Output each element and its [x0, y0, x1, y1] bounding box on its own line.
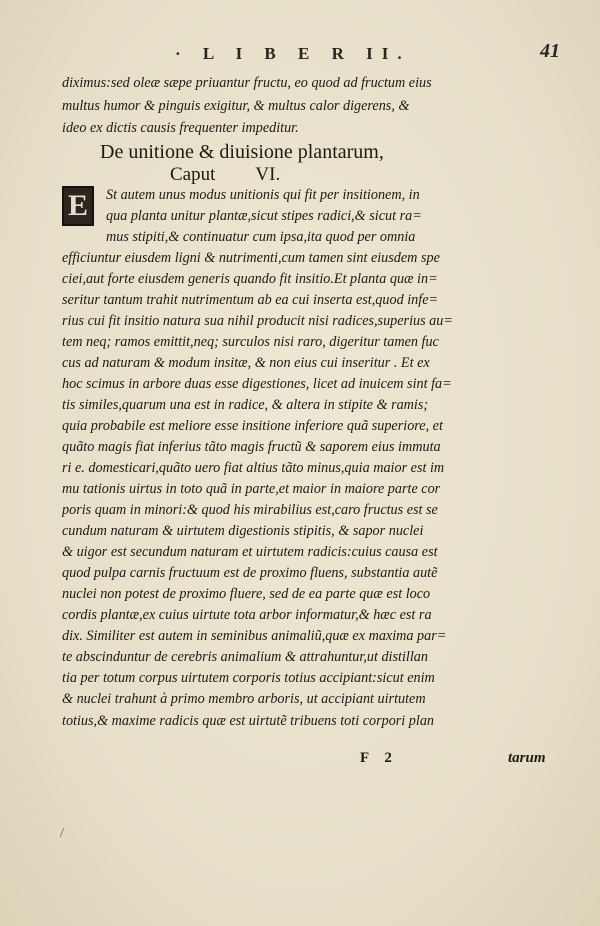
text-line: cundum naturam & uirtutem digestionis stipitis, & sapor nuclei	[62, 523, 424, 539]
text-line: & uigor est secundum naturam et uirtutem radicis:cuius causa est	[62, 544, 438, 560]
text-line: mus stipiti,& continuatur cum ipsa,ita quod per omnia	[106, 229, 416, 245]
text-line: rius cui fit insitio natura sua nihil producit nisi radices,superius au=	[62, 313, 453, 329]
stray-pen-mark: /	[60, 826, 64, 841]
text-line: tem neq; ramos emittit,neq; surculos nisi raro, digeritur tamen fuc	[62, 334, 439, 350]
text-line: nuclei non potest de proximo fluere, sed de ea parte quæ est loco	[62, 586, 431, 602]
text-line: te abscinduntur de cerebris animalium & attrahuntur,ut distillan	[62, 649, 428, 665]
text-line: multus humor & pinguis exigitur, & multus calor digerens, &	[62, 98, 410, 114]
text-line: & nuclei trahunt à primo membro arboris, ut accipiant uirtutem	[62, 691, 426, 707]
text-line: seritur tantum trahit nutrimentum ab ea cui inserta est,quod infe=	[62, 292, 439, 308]
catchword: tarum	[508, 750, 546, 766]
text-line: cordis plantæ,ex cuius uirtute tota arbor informatur,& hæc est ra	[62, 607, 432, 623]
running-title: · L I B E R II.	[175, 44, 411, 63]
text-line: efficiuntur eiusdem ligni & nutrimenti,cum tamen sint eiusdem spe	[62, 250, 440, 266]
page-header	[60, 40, 560, 74]
text-line: diximus:sed oleæ sæpe priuantur fructu, eo quod ad fructum eius	[62, 75, 432, 91]
text-line: ideo ex dictis causis frequenter impeditur.	[62, 120, 299, 136]
text-line: mu tationis uirtus in toto quã in parte,et maior in maiore parte cor	[62, 481, 441, 497]
chapter-label: Caput	[170, 164, 216, 185]
text-line: dix. Similiter est autem in seminibus animaliũ,quæ ex maxima par=	[62, 628, 447, 644]
text-line: ri e. domesticari,quãto uero fiat altius tãto minus,quia maior est im	[62, 460, 445, 476]
text-line: ciei,aut forte eiusdem generis quando fit insitio.Et planta quæ in=	[62, 271, 438, 287]
text-line: totius,& maxime radicis quæ est uirtutẽ tribuens toti corpori plan	[62, 713, 435, 729]
text-line: poris quam in minori:& quod his mirabilius est,caro fructus est se	[62, 502, 438, 518]
text-line: quod pulpa carnis fructuum est de proximo fluens, substantia autẽ	[62, 565, 438, 581]
text-line: tia per totum corpus uirtutem corporis totius accipiant:sicut enim	[62, 670, 435, 686]
text-line: qua planta unitur plantæ,sicut stipes radici,& sicut ra=	[106, 208, 422, 224]
chapter-number: VI.	[255, 164, 281, 185]
text-line: tis similes,quarum una est in radice, & altera in stipite & ramis;	[62, 397, 429, 413]
folio-number: 41	[540, 40, 560, 62]
text-line: hoc scimus in arbore duas esse digestiones, licet ad inuicem sint fa=	[62, 376, 452, 392]
text-line: quia probabile est meliore esse insitione inferiore quã superiore, et	[62, 418, 443, 434]
text-line: St autem unus modus unitionis qui fit per insitionem, in	[106, 187, 420, 203]
signature-mark: F 2	[360, 750, 398, 766]
text-line: cus ad naturam & modum insitæ, & non eius cui inseritur . Et ex	[62, 355, 430, 371]
text-line: quãto magis fiat inferius tãto magis fructũ & saporem eius immuta	[62, 439, 441, 455]
decorated-initial: E	[62, 186, 94, 226]
chapter-title: De unitione & diuisione plantarum,	[100, 141, 384, 163]
chapter-heading	[170, 164, 280, 186]
